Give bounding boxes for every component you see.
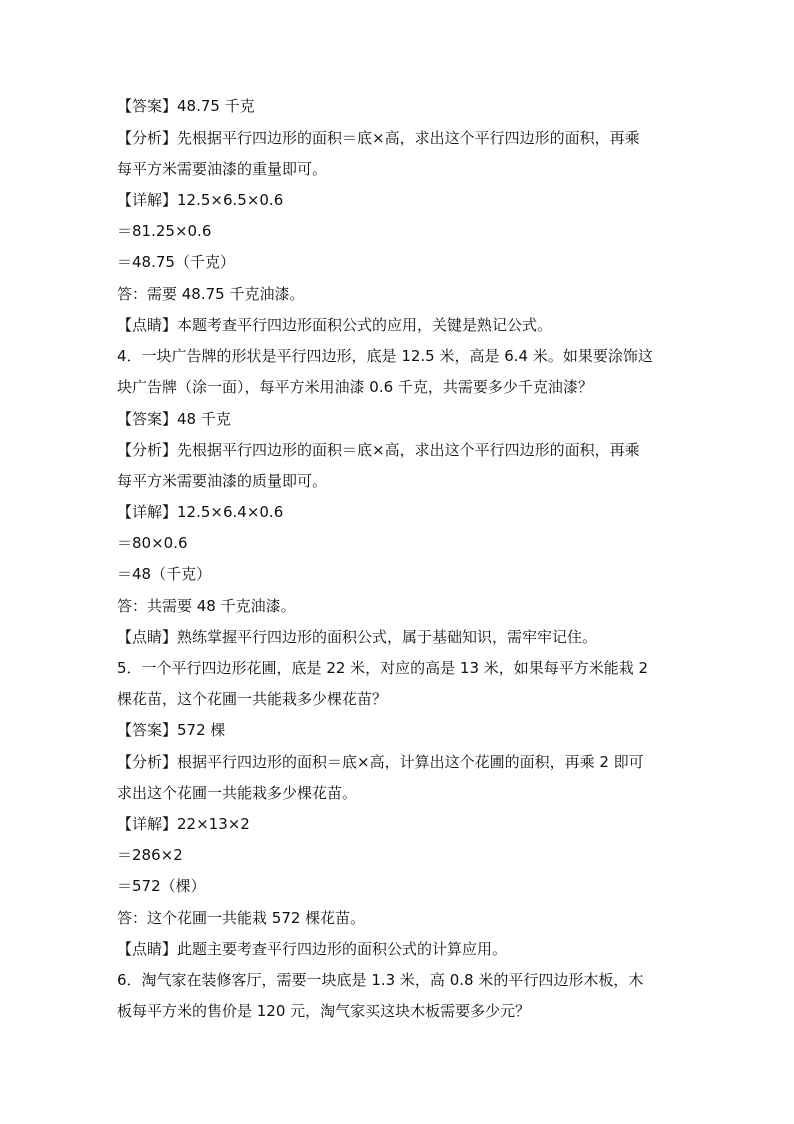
reply-line: 答：这个花圃一共能栽 572 棵花苗。 (117, 909, 366, 927)
reply-line: 答：需要 48.75 千克油漆。 (117, 285, 305, 303)
analysis-line: 【分析】先根据平行四边形的面积＝底×高，求出这个平行四边形的面积，再乘 (117, 129, 640, 147)
question-line: 块广告牌（涂一面），每平方米用油漆 0.6 千克，共需要多少千克油漆？ (117, 378, 593, 396)
answer-line: 【答案】572 棵 (117, 721, 226, 739)
solution-line: 【详解】12.5×6.4×0.6 (117, 503, 284, 521)
question-line: 5．一个平行四边形花圃，底是 22 米，对应的高是 13 米，如果每平方米能栽 2 (117, 659, 649, 677)
comment-line: 【点睛】本题考查平行四边形面积公式的应用，关键是熟记公式。 (117, 316, 553, 334)
analysis-line: 【分析】先根据平行四边形的面积＝底×高，求出这个平行四边形的面积，再乘 (117, 441, 640, 459)
question-line: 棵花苗，这个花圃一共能栽多少棵花苗？ (117, 690, 388, 708)
question-line: 4．一块广告牌的形状是平行四边形，底是 12.5 米，高是 6.4 米。如果要涂饰这 (117, 347, 653, 365)
analysis-line: 【分析】根据平行四边形的面积＝底×高，计算出这个花圃的面积，再乘 2 即可 (117, 753, 644, 771)
answer-line: 【答案】48 千克 (117, 410, 231, 428)
answer-line: 【答案】48.75 千克 (117, 97, 255, 115)
solution-line: ＝286×2 (117, 846, 183, 864)
question-line: 板每平方米的售价是 120 元，淘气家买这块木板需要多少元？ (117, 1002, 531, 1020)
solution-line: 【详解】12.5×6.5×0.6 (117, 191, 284, 209)
solution-line: ＝80×0.6 (117, 534, 188, 552)
solution-line: ＝572（棵） (117, 877, 206, 895)
question-line: 6．淘气家在装修客厅，需要一块底是 1.3 米，高 0.8 米的平行四边形木板，木 (117, 971, 644, 989)
analysis-line: 求出这个花圃一共能栽多少棵花苗。 (117, 784, 358, 802)
solution-line: ＝48.75（千克） (117, 253, 235, 271)
analysis-line: 每平方米需要油漆的重量即可。 (117, 160, 328, 178)
analysis-line: 每平方米需要油漆的质量即可。 (117, 472, 328, 490)
reply-line: 答：共需要 48 千克油漆。 (117, 597, 296, 615)
solution-line: ＝81.25×0.6 (117, 222, 212, 240)
solution-line: ＝48（千克） (117, 565, 212, 583)
comment-line: 【点睛】此题主要考查平行四边形的面积公式的计算应用。 (117, 940, 508, 958)
solution-line: 【详解】22×13×2 (117, 815, 250, 833)
comment-line: 【点睛】熟练掌握平行四边形的面积公式，属于基础知识，需牢牢记住。 (117, 628, 598, 646)
